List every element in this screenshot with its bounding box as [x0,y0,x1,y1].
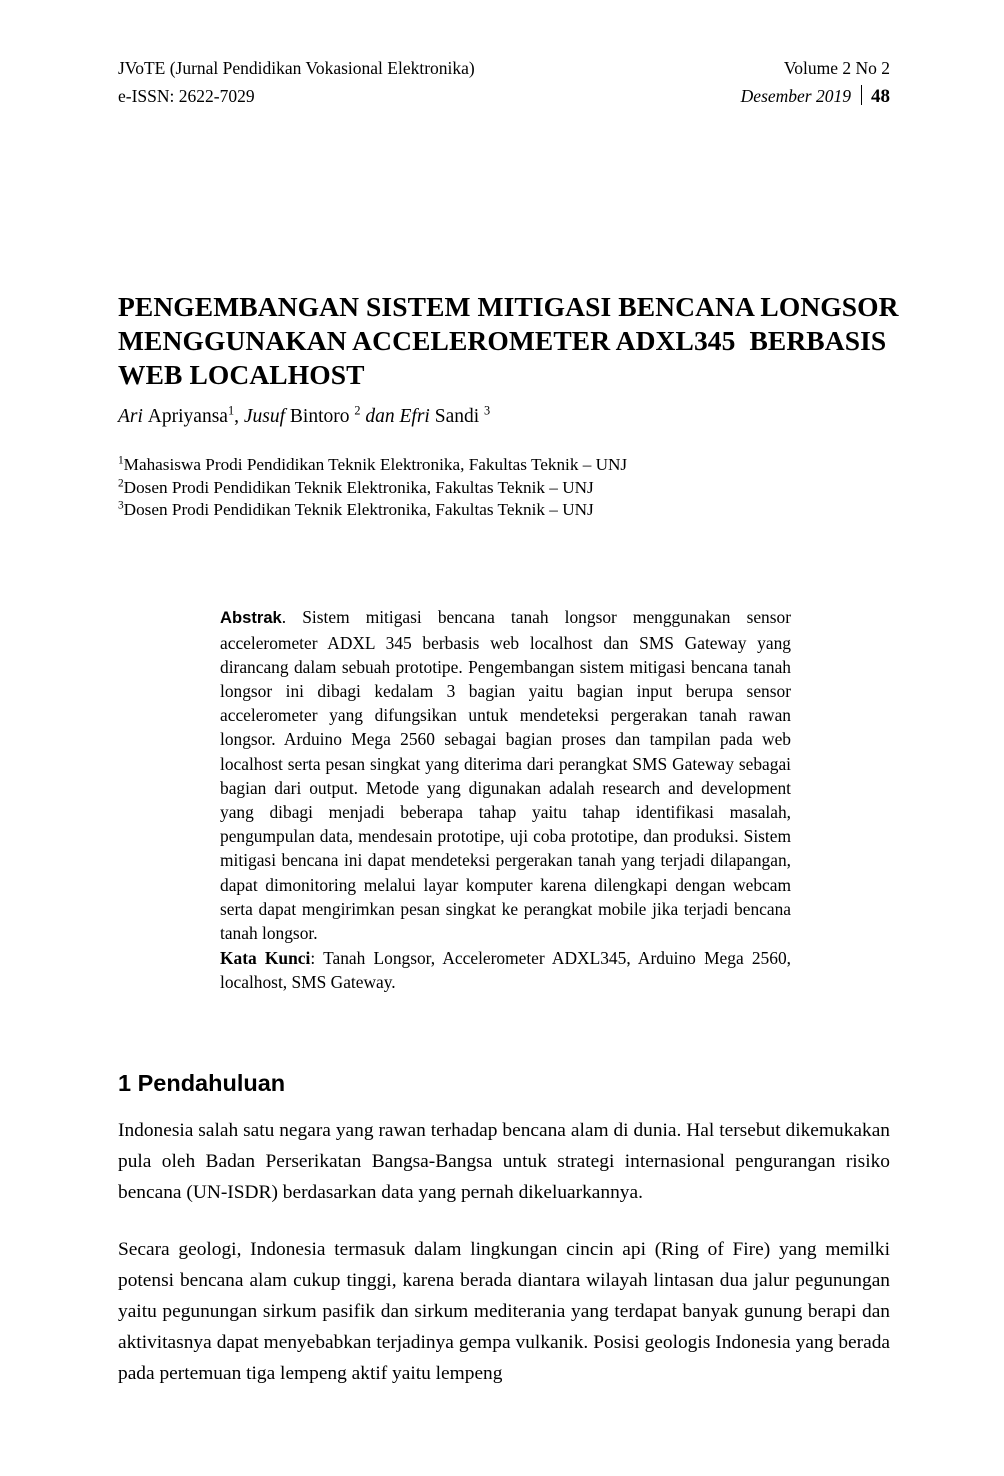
author-2-given: Jusuf [243,406,290,427]
abstract-text: Sistem mitigasi bencana tanah longsor menggunakan sensor accelerometer ADXL 345 berbasis web localhost dan SMS Gateway yang dirancang dalam sebuah prototipe. Pengembangan sistem mitigasi bencana tanah longsor ini dibagi kedalam 3 bagian yaitu bagian input berupa sensor accelerometer yang difungsikan untuk mendeteksi pergerakan tanah rawan longsor. Arduino Mega 2560 sebagai bagian proses dan tampilan pada web localhost serta pesan singkat yang diterima dari perangkat SMS Gateway sebagai bagian dari output. Metode yang digunakan adalah research and development yang dibagi menjadi beberapa tahap yaitu tahap identifikasi masalah, pengumpulan data, mendesain prototipe, uji coba prototipe, dan produksi. Sistem mitigasi bencana ini dapat mendeteksi pergerakan tanah yang terjadi dilapangan, dapat dimonitoring melalui layar komputer karena dilengkapi dengan webcam serta dapat mengirimkan pesan singkat ke perangkat mobile jika terjadi bencana tanah longsor. [220,607,791,944]
abstract-section [220,588,791,963]
keywords-label: Kata Kunci [220,948,311,968]
keywords-separator: : [310,948,324,968]
author-3-affiliation-marker: 3 [484,403,491,418]
journal-name: JVoTE (Jurnal Pendidikan Vokasional Elektronika) [118,58,475,78]
affiliation-item [118,499,908,522]
author-separator-1: , [234,406,244,427]
affiliation-text: Dosen Prodi Pendidikan Teknik Elektronika, Fakultas Teknik – UNJ [123,500,594,519]
author-1-affiliation-marker: 1 [227,403,235,418]
issue-and-page [741,82,890,111]
section-heading-pendahuluan: 1 Pendahuluan [118,1069,286,1096]
running-header [118,54,890,111]
body-paragraph: Secara geologi, Indonesia termasuk dalam lingkungan cincin api (Ring of Fire) yang memilki potensi bencana alam cukup tinggi, karena berada diantara wilayah lintasan dua jalur pegunungan yaitu pegunungan sirkum pasifik dan sirkum mediterania yang terdapat banyak gunung berapi dan aktivitasnya dapat menyebabkan terjadinya gempa vulkanik. Posisi geologis Indonesia yang berada pada pertemuan tiga lempeng aktif yaitu lempeng [118,1239,890,1384]
affiliation-text: Mahasiswa Prodi Pendidikan Teknik Elektronika, Fakultas Teknik – UNJ [123,455,628,474]
abstract-separator: . [281,607,303,628]
running-header-row-1 [118,54,890,82]
volume-info: Volume 2 No 2 [783,58,890,78]
author-1-given: Ari [118,406,148,427]
abstract-paragraph [220,605,791,945]
author-list [118,404,908,430]
affiliation-marker: 2 [118,476,124,489]
issue-date: Desember 2019 [740,86,851,106]
author-1-family: Apriyansa [147,406,228,427]
author-2-family: Bintoro [289,406,355,427]
affiliation-marker: 1 [118,454,124,467]
header-divider-rule [861,85,862,105]
abstract-label: Abstrak [220,608,282,628]
keywords-section [220,946,791,994]
author-3-family: Sandi [434,406,485,427]
author-3-given: dan Efri [365,406,435,427]
affiliation-marker: 3 [118,499,124,512]
keywords-text: Tanah Longsor, Accelerometer ADXL345, Arduino Mega 2560, localhost, SMS Gateway. [220,948,791,993]
affiliation-item [118,477,908,500]
affiliation-list [118,454,908,522]
affiliation-item [118,454,908,477]
section-body [118,1116,890,1389]
body-paragraph: Indonesia salah satu negara yang rawan terhadap bencana alam di dunia. Hal tersebut dikemukakan pula oleh Badan Perserikatan Bangsa-Bangsa untuk strategi internasional pengurangan risiko bencana (UN-ISDR) berdasarkan data yang pernah dikeluarkannya. [118,1120,890,1203]
affiliation-text: Dosen Prodi Pendidikan Teknik Elektronika, Fakultas Teknik – UNJ [123,477,594,497]
paper-title: PENGEMBANGAN SISTEM MITIGASI BENCANA LONGSOR MENGGUNAKAN ACCELEROMETER ADXL345 BERBASIS WEB LOCALHOST [118,291,906,391]
page-number: 48 [871,86,890,107]
issn-text: e-ISSN: 2622-7029 [118,86,255,106]
running-header-row-2 [118,82,890,111]
author-2-affiliation-marker: 2 [354,403,361,418]
